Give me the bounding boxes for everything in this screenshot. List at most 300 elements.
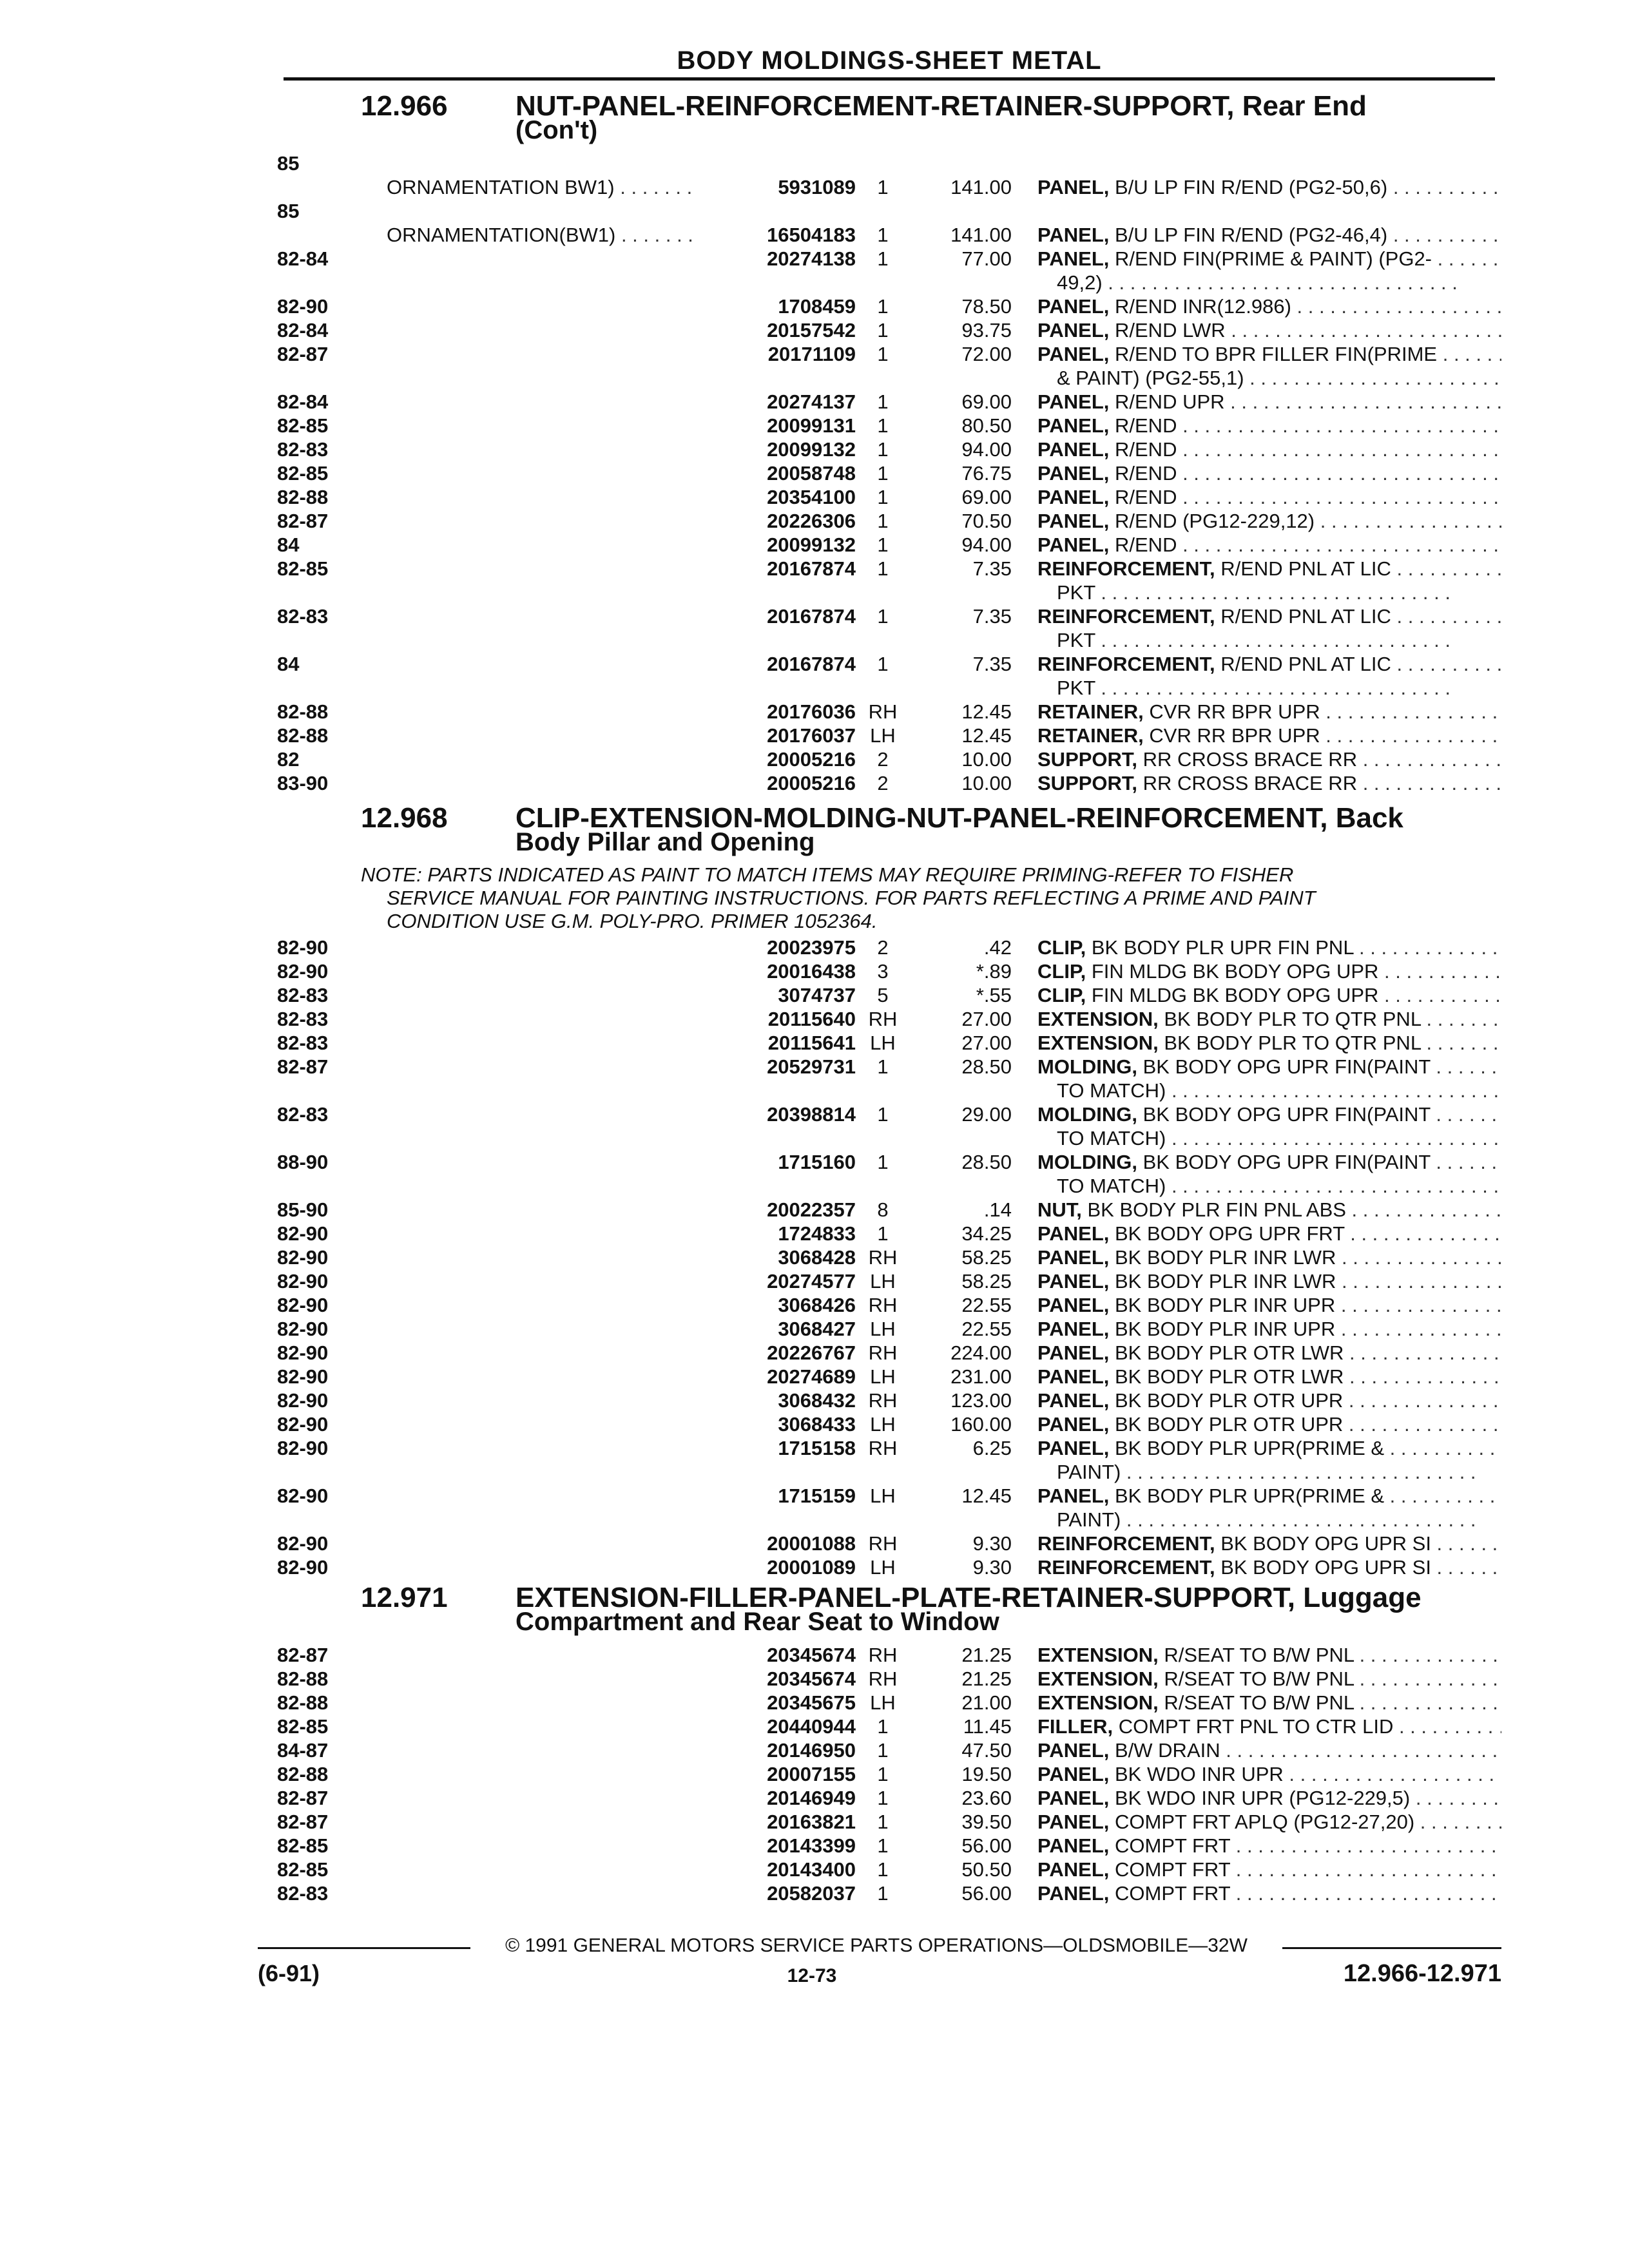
part-description: EXTENSION, R/SEAT TO B/W PNL . . .: [1037, 1691, 1501, 1715]
footer-rule-right: [1282, 1947, 1501, 1949]
parts-row: [0, 1667, 1629, 1691]
price: 94.00: [961, 533, 1012, 556]
model-year: 82-90: [277, 1556, 329, 1579]
quantity: 1: [877, 1834, 889, 1857]
parts-row: [0, 485, 1629, 510]
section-header: [258, 1582, 1514, 1640]
part-name: PANEL,: [1037, 1222, 1110, 1245]
price: 141.00: [950, 176, 1012, 198]
quantity: RH: [868, 1246, 898, 1269]
model-year: 82-83: [277, 605, 329, 628]
quantity: 1: [877, 1787, 889, 1809]
part-name: NUT,: [1037, 1198, 1082, 1221]
price: 21.00: [961, 1691, 1012, 1714]
price: 47.50: [961, 1739, 1012, 1762]
part-description: PANEL, R/END . . .: [1037, 461, 1501, 486]
section-title: NUT-PANEL-REINFORCEMENT-RETAINER-SUPPORT, Rear End: [516, 90, 1367, 122]
part-number: 3068433: [696, 1412, 856, 1437]
model-year: 82-87: [277, 1644, 329, 1666]
price: 77.00: [961, 247, 1012, 270]
quantity: LH: [870, 1032, 896, 1054]
model-year: 84: [277, 533, 300, 556]
parts-row: [0, 1055, 1629, 1079]
model-year: 82-83: [277, 1103, 329, 1126]
part-number: 16504183: [696, 223, 856, 247]
part-number: 20582037: [696, 1881, 856, 1906]
model-year: 82-85: [277, 557, 329, 580]
parts-row: [0, 1691, 1629, 1715]
part-name: PANEL,: [1037, 1413, 1110, 1436]
quantity: RH: [868, 1341, 898, 1364]
model-year: 82-90: [277, 1485, 329, 1507]
footer-date: (6-91): [258, 1960, 320, 1986]
quantity: LH: [870, 1556, 896, 1579]
quantity: 8: [877, 1198, 889, 1221]
quantity: 1: [877, 653, 889, 675]
model-year: 82-83: [277, 984, 329, 1006]
price: 34.25: [961, 1222, 1012, 1245]
price: 21.25: [961, 1667, 1012, 1690]
part-description: PANEL, BK BODY PLR OTR LWR . . .: [1037, 1341, 1501, 1365]
part-description: REINFORCEMENT, R/END PNL AT LIC . . .: [1037, 604, 1501, 629]
part-description: MOLDING, BK BODY OPG UPR FIN(PAINT . . .: [1037, 1102, 1501, 1127]
part-description: CLIP, BK BODY PLR UPR FIN PNL . . .: [1037, 936, 1501, 960]
price: 6.25: [972, 1437, 1012, 1459]
part-number: 20005216: [696, 771, 856, 796]
part-number: 20157542: [696, 318, 856, 343]
part-name: PANEL,: [1037, 1858, 1110, 1881]
part-number: 20398814: [696, 1102, 856, 1127]
price: 231.00: [950, 1365, 1012, 1388]
parts-row: [0, 1389, 1629, 1413]
part-description: PANEL, COMPT FRT APLQ (PG12-27,20) . . .: [1037, 1810, 1501, 1834]
price: 50.50: [961, 1858, 1012, 1881]
price: 28.50: [961, 1055, 1012, 1078]
price: 7.35: [972, 557, 1012, 580]
part-description: EXTENSION, R/SEAT TO B/W PNL . . .: [1037, 1643, 1501, 1667]
section-number: 12.966: [361, 90, 448, 122]
part-description: PANEL, BK BODY OPG UPR FRT . . .: [1037, 1222, 1501, 1246]
part-description: PANEL, COMPT FRT . . .: [1037, 1858, 1501, 1882]
note-line: SERVICE MANUAL FOR PAINTING INSTRUCTIONS. FOR PARTS REFLECTING A PRIME AND PAINT: [387, 887, 1316, 909]
price: 27.00: [961, 1008, 1012, 1030]
part-number: 20143399: [696, 1834, 856, 1858]
price: 70.50: [961, 510, 1012, 532]
price: 224.00: [950, 1341, 1012, 1364]
model-year: 82-88: [277, 1667, 329, 1690]
part-number: 20274689: [696, 1365, 856, 1389]
part-description: REINFORCEMENT, BK BODY OPG UPR SI . . .: [1037, 1532, 1501, 1556]
part-number: 20005216: [696, 747, 856, 772]
part-description: SUPPORT, RR CROSS BRACE RR . . .: [1037, 771, 1501, 796]
part-number: 20345674: [696, 1643, 856, 1667]
parts-row: [0, 1222, 1629, 1246]
part-description: PANEL, COMPT FRT . . .: [1037, 1881, 1501, 1906]
quantity: 1: [877, 533, 889, 556]
parts-row: [0, 700, 1629, 724]
model-year: 82-88: [277, 486, 329, 508]
price: *.55: [976, 984, 1012, 1006]
section-subtitle: (Con't): [516, 116, 598, 144]
price: 56.00: [961, 1882, 1012, 1905]
part-number: 20167874: [696, 557, 856, 581]
part-name: EXTENSION,: [1037, 1032, 1159, 1054]
model-year: 82-90: [277, 1365, 329, 1388]
part-number: 20354100: [696, 485, 856, 510]
part-name: PANEL,: [1037, 1246, 1110, 1269]
part-description: EXTENSION, BK BODY PLR TO QTR PNL . . .: [1037, 1031, 1501, 1055]
parts-row: [0, 1738, 1629, 1763]
price: 19.50: [961, 1763, 1012, 1785]
model-year: 82-88: [277, 1691, 329, 1714]
model-year: 85-90: [277, 1198, 329, 1221]
quantity: LH: [870, 1413, 896, 1436]
model-year: 82-88: [277, 1763, 329, 1785]
part-name: SUPPORT,: [1037, 748, 1138, 771]
quantity: 1: [877, 295, 889, 318]
parts-row: [0, 414, 1629, 438]
model-year: 82-85: [277, 1858, 329, 1881]
part-number: 20226306: [696, 509, 856, 533]
part-name: PANEL,: [1037, 1270, 1110, 1293]
part-name: PANEL,: [1037, 176, 1110, 198]
model-year: 84: [277, 653, 300, 675]
model-year: 82-87: [277, 510, 329, 532]
part-name: PANEL,: [1037, 1811, 1110, 1833]
quantity: 2: [877, 772, 889, 794]
quantity: 1: [877, 1858, 889, 1881]
footer-rule-left: [258, 1947, 470, 1949]
quantity: 1: [877, 343, 889, 365]
quantity: 1: [877, 1763, 889, 1785]
part-name: PANEL,: [1037, 390, 1110, 413]
parts-row: [0, 936, 1629, 960]
parts-row: [0, 390, 1629, 414]
parts-row: [0, 983, 1629, 1008]
part-name: PANEL,: [1037, 1318, 1110, 1340]
part-number: 20146950: [696, 1738, 856, 1763]
model-year: 82-85: [277, 414, 329, 437]
quantity: RH: [868, 1437, 898, 1459]
model-year: 82-90: [277, 1222, 329, 1245]
price: 7.35: [972, 653, 1012, 675]
parts-row: [0, 509, 1629, 533]
part-name: PANEL,: [1037, 1485, 1110, 1507]
parts-row: [0, 1150, 1629, 1175]
section-number: 12.971: [361, 1582, 448, 1613]
parts-row: [0, 1269, 1629, 1294]
model-year: 82-87: [277, 1811, 329, 1833]
parts-row: [0, 533, 1629, 557]
part-description: PANEL, BK BODY PLR INR LWR . . .: [1037, 1245, 1501, 1270]
parts-row: [0, 1532, 1629, 1556]
description-continued: TO MATCH) . . .: [1057, 1079, 1501, 1103]
part-name: PANEL,: [1037, 486, 1110, 508]
parts-row: [0, 461, 1629, 486]
parts-row: [0, 1341, 1629, 1365]
part-description: REINFORCEMENT, BK BODY OPG UPR SI . . .: [1037, 1555, 1501, 1580]
quantity: 2: [877, 936, 889, 959]
description-continued: PKT . . .: [1057, 628, 1501, 653]
quantity: LH: [870, 1318, 896, 1340]
parts-row: [0, 1102, 1629, 1127]
part-description: PANEL, BK BODY PLR UPR(PRIME & . . .: [1037, 1484, 1501, 1508]
model-year: 82-90: [277, 1294, 329, 1316]
price: 69.00: [961, 486, 1012, 508]
parts-row: [0, 557, 1629, 581]
model-year: 82-87: [277, 343, 329, 365]
part-name: PANEL,: [1037, 1763, 1110, 1785]
part-number: 3074737: [696, 983, 856, 1008]
model-year: 82-85: [277, 462, 329, 485]
model-year: 82-85: [277, 1834, 329, 1857]
parts-row: [0, 1555, 1629, 1580]
part-description: PANEL, R/END . . .: [1037, 485, 1501, 510]
part-description: PANEL, R/END LWR . . .: [1037, 318, 1501, 343]
part-number: 1715160: [696, 1150, 856, 1175]
part-name: SUPPORT,: [1037, 772, 1138, 794]
part-name: CLIP,: [1037, 960, 1086, 983]
price: 21.25: [961, 1644, 1012, 1666]
part-description: PANEL, R/END INR(12.986) . . .: [1037, 294, 1501, 319]
parts-row: [0, 724, 1629, 748]
price: 12.45: [961, 724, 1012, 747]
parts-row: [0, 342, 1629, 367]
quantity: LH: [870, 1485, 896, 1507]
part-name: PANEL,: [1037, 533, 1110, 556]
part-name: PANEL,: [1037, 343, 1110, 365]
part-name: EXTENSION,: [1037, 1667, 1159, 1690]
part-number: 20115641: [696, 1031, 856, 1055]
part-description: PANEL, BK WDO INR UPR . . .: [1037, 1762, 1501, 1787]
part-name: PANEL,: [1037, 462, 1110, 485]
page-header: [284, 39, 1495, 81]
price: 27.00: [961, 1032, 1012, 1054]
section-header: [258, 802, 1514, 860]
part-description: PANEL, R/END TO BPR FILLER FIN(PRIME . . .: [1037, 342, 1501, 367]
model-year: 85: [277, 152, 300, 175]
part-number: 20167874: [696, 604, 856, 629]
part-name: PANEL,: [1037, 1365, 1110, 1388]
part-description: MOLDING, BK BODY OPG UPR FIN(PAINT . . .: [1037, 1055, 1501, 1079]
part-number: 20176036: [696, 700, 856, 724]
part-number: 20274138: [696, 247, 856, 271]
quantity: RH: [868, 1644, 898, 1666]
part-number: 3068427: [696, 1317, 856, 1341]
parts-row: [0, 1715, 1629, 1739]
part-name: PANEL,: [1037, 1787, 1110, 1809]
part-description: FILLER, COMPT FRT PNL TO CTR LID . . .: [1037, 1715, 1501, 1739]
part-description: PANEL, BK BODY PLR INR UPR . . .: [1037, 1317, 1501, 1341]
part-description: PANEL, BK BODY PLR OTR UPR . . .: [1037, 1389, 1501, 1413]
note-line: CONDITION USE G.M. POLY-PRO. PRIMER 1052364.: [387, 910, 878, 932]
model-year: 82-83: [277, 1008, 329, 1030]
part-number: 20022357: [696, 1198, 856, 1222]
price: 58.25: [961, 1246, 1012, 1269]
footer-page-number: 12-73: [787, 1965, 837, 1986]
parts-row: [0, 771, 1629, 796]
model-year: 82-85: [277, 1715, 329, 1738]
part-number: 20345675: [696, 1691, 856, 1715]
parts-row: [0, 1762, 1629, 1787]
quantity: 1: [877, 224, 889, 246]
parts-row: [0, 1031, 1629, 1055]
part-description: REINFORCEMENT, R/END PNL AT LIC . . .: [1037, 652, 1501, 677]
part-name: REINFORCEMENT,: [1037, 557, 1215, 580]
part-number: 20274137: [696, 390, 856, 414]
model-year: 85: [277, 200, 300, 222]
model-year: 82-90: [277, 1246, 329, 1269]
part-name: REINFORCEMENT,: [1037, 653, 1215, 675]
parts-row: [0, 1881, 1629, 1906]
price: .14: [983, 1198, 1012, 1221]
price: 7.35: [972, 605, 1012, 628]
part-description: PANEL, R/END UPR . . .: [1037, 390, 1501, 414]
footer-copyright: © 1991 GENERAL MOTORS SERVICE PARTS OPERATIONS—OLDSMOBILE—32W: [505, 1935, 1248, 1956]
part-name: PANEL,: [1037, 1437, 1110, 1459]
price: 76.75: [961, 462, 1012, 485]
part-name: PANEL,: [1037, 319, 1110, 341]
part-name: PANEL,: [1037, 1739, 1110, 1762]
parts-row: [0, 1293, 1629, 1318]
part-name: MOLDING,: [1037, 1103, 1137, 1126]
price: 123.00: [950, 1389, 1012, 1412]
parts-row: [0, 1643, 1629, 1667]
part-number: 20176037: [696, 724, 856, 748]
part-number: 20001088: [696, 1532, 856, 1556]
quantity: 1: [877, 557, 889, 580]
part-name: PANEL,: [1037, 224, 1110, 246]
part-description: CLIP, FIN MLDG BK BODY OPG UPR . . .: [1037, 983, 1501, 1008]
quantity: 1: [877, 414, 889, 437]
part-description: PANEL, R/END . . .: [1037, 533, 1501, 557]
part-description: EXTENSION, R/SEAT TO B/W PNL . . .: [1037, 1667, 1501, 1691]
section-subtitle: Body Pillar and Opening: [516, 828, 815, 856]
parts-row: [0, 652, 1629, 677]
part-name: REINFORCEMENT,: [1037, 605, 1215, 628]
model-year: 82-90: [277, 1413, 329, 1436]
model-year: 82-90: [277, 960, 329, 983]
part-number: 20099132: [696, 533, 856, 557]
parts-row: [0, 1007, 1629, 1032]
part-number: 20226767: [696, 1341, 856, 1365]
part-description: SUPPORT, RR CROSS BRACE RR . . .: [1037, 747, 1501, 772]
section-title: EXTENSION-FILLER-PANEL-PLATE-RETAINER-SUPPORT, Luggage: [516, 1582, 1422, 1613]
quantity: 1: [877, 486, 889, 508]
parts-row: [0, 318, 1629, 343]
section-note: [361, 863, 1495, 933]
price: 78.50: [961, 295, 1012, 318]
part-name: PANEL,: [1037, 438, 1110, 461]
price: 12.45: [961, 1485, 1012, 1507]
price: 9.30: [972, 1532, 1012, 1555]
parts-row: [0, 1436, 1629, 1461]
parts-row: [0, 1810, 1629, 1834]
price: 80.50: [961, 414, 1012, 437]
part-description: PANEL, R/END . . .: [1037, 437, 1501, 462]
quantity: 2: [877, 748, 889, 771]
part-name: MOLDING,: [1037, 1055, 1137, 1078]
part-description: PANEL, COMPT FRT . . .: [1037, 1834, 1501, 1858]
part-name: PANEL,: [1037, 414, 1110, 437]
page-title: BODY MOLDINGS-SHEET METAL: [677, 46, 1102, 75]
part-description: PANEL, B/U LP FIN R/END (PG2-46,4) . . .: [1037, 223, 1501, 247]
price: 22.55: [961, 1318, 1012, 1340]
part-number: 1724833: [696, 1222, 856, 1246]
quantity: RH: [868, 700, 898, 723]
part-number: 20146949: [696, 1786, 856, 1811]
part-number: 1708459: [696, 294, 856, 319]
quantity: 1: [877, 462, 889, 485]
price: 10.00: [961, 748, 1012, 771]
model-year: 82-83: [277, 1882, 329, 1905]
part-name: PANEL,: [1037, 1882, 1110, 1905]
description-continued: TO MATCH) . . .: [1057, 1126, 1501, 1151]
part-description: PANEL, R/END (PG12-229,12) . . .: [1037, 509, 1501, 533]
part-number: 20167874: [696, 652, 856, 677]
price: 11.45: [963, 1715, 1012, 1738]
part-name: PANEL,: [1037, 295, 1110, 318]
price: 58.25: [961, 1270, 1012, 1293]
part-description: PANEL, B/U LP FIN R/END (PG2-50,6) . . .: [1037, 175, 1501, 200]
part-name: EXTENSION,: [1037, 1008, 1159, 1030]
model-year: 82-88: [277, 700, 329, 723]
part-description: CLIP, FIN MLDG BK BODY OPG UPR . . .: [1037, 959, 1501, 984]
part-name: REINFORCEMENT,: [1037, 1532, 1215, 1555]
quantity: RH: [868, 1532, 898, 1555]
description-continued: PAINT) . . .: [1057, 1460, 1501, 1485]
part-number: 20440944: [696, 1715, 856, 1739]
part-description: PANEL, R/END FIN(PRIME & PAINT) (PG2- . . .: [1037, 247, 1501, 271]
model-year: 82-90: [277, 1389, 329, 1412]
description-continued: TO MATCH) . . .: [1057, 1174, 1501, 1198]
model-year: 82-90: [277, 1341, 329, 1364]
part-number: 3068432: [696, 1389, 856, 1413]
model-year: 82-90: [277, 295, 329, 318]
quantity: RH: [868, 1008, 898, 1030]
quantity: 1: [877, 1222, 889, 1245]
part-description: PANEL, BK BODY PLR UPR(PRIME & . . .: [1037, 1436, 1501, 1461]
price: 23.60: [961, 1787, 1012, 1809]
description-continued: PKT . . .: [1057, 581, 1501, 605]
part-name: EXTENSION,: [1037, 1644, 1159, 1666]
part-name: RETAINER,: [1037, 700, 1144, 723]
parts-row: [0, 1786, 1629, 1811]
model-year: 82-83: [277, 438, 329, 461]
model-year: 83-90: [277, 772, 329, 794]
price: 72.00: [961, 343, 1012, 365]
part-name: PANEL,: [1037, 1341, 1110, 1364]
price: 10.00: [961, 772, 1012, 794]
quantity: 5: [877, 984, 889, 1006]
model-year: 82: [277, 748, 300, 771]
part-description: NUT, BK BODY PLR FIN PNL ABS . . .: [1037, 1198, 1501, 1222]
part-description: RETAINER, CVR RR BPR UPR . . .: [1037, 724, 1501, 748]
quantity: RH: [868, 1389, 898, 1412]
quantity: 1: [877, 1151, 889, 1173]
price: 56.00: [961, 1834, 1012, 1857]
price: 22.55: [961, 1294, 1012, 1316]
parts-row: [0, 1858, 1629, 1882]
part-number: 5931089: [696, 175, 856, 200]
part-description: PANEL, BK BODY PLR OTR LWR . . .: [1037, 1365, 1501, 1389]
parts-row: [0, 247, 1629, 271]
model-year: 82-84: [277, 319, 329, 341]
quantity: 1: [877, 605, 889, 628]
parts-row: [0, 294, 1629, 319]
part-number: 20115640: [696, 1007, 856, 1032]
parts-row: [0, 604, 1629, 629]
